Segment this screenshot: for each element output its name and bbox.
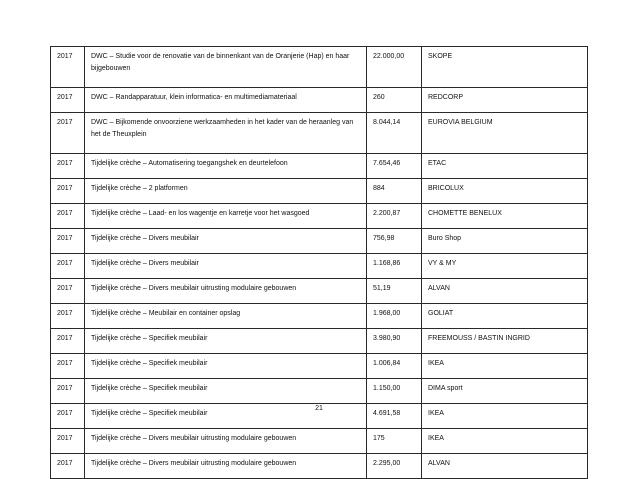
supplier-cell: ALVAN [422, 454, 588, 479]
amount-cell: 51,19 [367, 279, 422, 304]
description-cell: Tijdelijke crèche – Divers meubilair uitrusting modulaire gebouwen [85, 454, 367, 479]
supplier-cell: ALVAN [422, 279, 588, 304]
supplier-cell: REDCORP [422, 88, 588, 113]
year-cell: 2017 [51, 404, 85, 429]
description-cell: Tijdelijke crèche – Laad- en los wagentje en karretje voor het wasgoed [85, 204, 367, 229]
description-cell: DWC – Bijkomende onvoorziene werkzaamheden in het kader van de heraanleg van het de Theuxplein [85, 113, 367, 154]
amount-cell: 1.168,86 [367, 254, 422, 279]
year-cell: 2017 [51, 379, 85, 404]
year-cell: 2017 [51, 88, 85, 113]
description-cell: Tijdelijke crèche – Meubilair en container opslag [85, 304, 367, 329]
description-cell: Tijdelijke crèche – Divers meubilair uitrusting modulaire gebouwen [85, 429, 367, 454]
year-cell: 2017 [51, 113, 85, 154]
page-number: 21 [315, 405, 323, 412]
table-row [51, 113, 588, 154]
year-cell: 2017 [51, 304, 85, 329]
table-row [51, 88, 588, 113]
amount-cell: 4.691,58 [367, 404, 422, 429]
supplier-cell: IKEA [422, 404, 588, 429]
year-cell: 2017 [51, 179, 85, 204]
expenditure-table [50, 46, 588, 479]
description-cell: Tijdelijke crèche – Specifiek meubilair [85, 329, 367, 354]
supplier-cell: IKEA [422, 354, 588, 379]
amount-cell: 2.295,00 [367, 454, 422, 479]
amount-cell: 7.654,46 [367, 154, 422, 179]
supplier-cell: GOLIAT [422, 304, 588, 329]
supplier-cell: IKEA [422, 429, 588, 454]
description-cell: DWC – Randapparatuur, klein informatica- en multimediamateriaal [85, 88, 367, 113]
year-cell: 2017 [51, 47, 85, 88]
year-cell: 2017 [51, 204, 85, 229]
description-cell: Tijdelijke crèche – Divers meubilair [85, 229, 367, 254]
amount-cell: 2.200,87 [367, 204, 422, 229]
table-row [51, 47, 588, 88]
description-cell: Tijdelijke crèche – Specifiek meubilair [85, 379, 367, 404]
amount-cell: 756,98 [367, 229, 422, 254]
supplier-cell: Buro Shop [422, 229, 588, 254]
year-cell: 2017 [51, 429, 85, 454]
year-cell: 2017 [51, 354, 85, 379]
description-cell: Tijdelijke crèche – Specifiek meubilair [85, 404, 367, 429]
supplier-cell: DIMA sport [422, 379, 588, 404]
supplier-cell: VY & MY [422, 254, 588, 279]
table-row [51, 454, 588, 479]
amount-cell: 8.044,14 [367, 113, 422, 154]
amount-cell: 175 [367, 429, 422, 454]
table-row [51, 254, 588, 279]
table-row [51, 354, 588, 379]
table-row [51, 429, 588, 454]
table-row [51, 154, 588, 179]
amount-cell: 884 [367, 179, 422, 204]
table-row [51, 279, 588, 304]
description-cell: Tijdelijke crèche – Divers meubilair [85, 254, 367, 279]
table-row [51, 204, 588, 229]
table-row [51, 229, 588, 254]
supplier-cell: SKOPE [422, 47, 588, 88]
description-cell: Tijdelijke crèche – Divers meubilair uitrusting modulaire gebouwen [85, 279, 367, 304]
description-cell: Tijdelijke crèche – Specifiek meubilair [85, 354, 367, 379]
table-row [51, 304, 588, 329]
description-cell: Tijdelijke crèche – 2 platformen [85, 179, 367, 204]
year-cell: 2017 [51, 254, 85, 279]
supplier-cell: CHOMETTE BENELUX [422, 204, 588, 229]
description-cell: Tijdelijke crèche – Automatisering toegangshek en deurtelefoon [85, 154, 367, 179]
amount-cell: 3.980,90 [367, 329, 422, 354]
amount-cell: 1.006,84 [367, 354, 422, 379]
year-cell: 2017 [51, 454, 85, 479]
year-cell: 2017 [51, 329, 85, 354]
table-row [51, 379, 588, 404]
supplier-cell: EUROVIA BELGIUM [422, 113, 588, 154]
year-cell: 2017 [51, 279, 85, 304]
amount-cell: 22.000,00 [367, 47, 422, 88]
table-row [51, 329, 588, 354]
description-cell: DWC – Studie voor de renovatie van de binnenkant van de Oranjerie (Hap) en haar bijgebouwen [85, 47, 367, 88]
supplier-cell: FREEMOUSS / BASTIN INGRID [422, 329, 588, 354]
year-cell: 2017 [51, 229, 85, 254]
supplier-cell: ETAC [422, 154, 588, 179]
table-row [51, 179, 588, 204]
amount-cell: 1.150,00 [367, 379, 422, 404]
amount-cell: 1.968,00 [367, 304, 422, 329]
year-cell: 2017 [51, 154, 85, 179]
amount-cell: 260 [367, 88, 422, 113]
supplier-cell: BRICOLUX [422, 179, 588, 204]
